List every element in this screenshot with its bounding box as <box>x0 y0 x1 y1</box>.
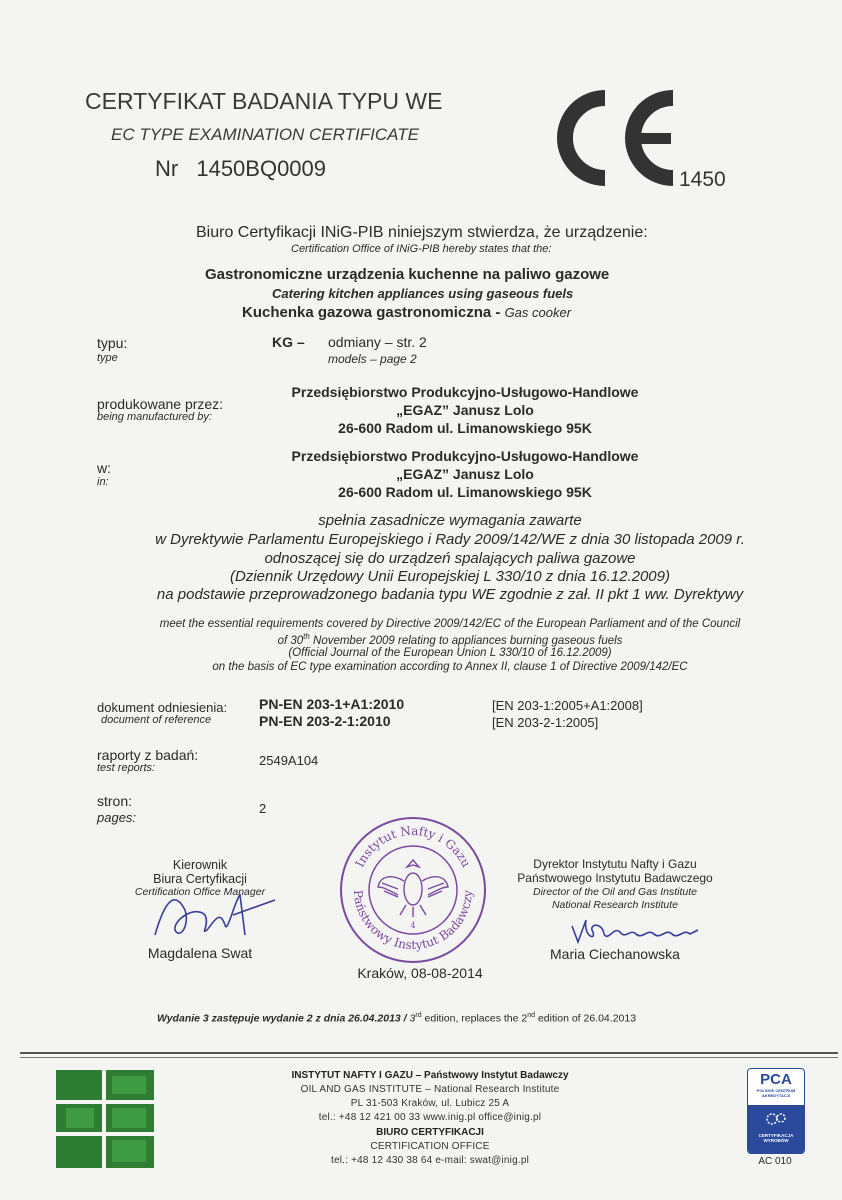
reports-label-en: test reports: <box>97 762 156 774</box>
nr-value: 1450BQ0009 <box>196 156 327 181</box>
reference-doc2: PN-EN 203-2-1:2010 <box>259 713 391 729</box>
institute-seal-icon <box>338 815 488 965</box>
seal-text-top: Instytut Nafty i Gazu <box>352 823 474 870</box>
directive-en-2-sup: th <box>303 632 310 641</box>
edition-en-mid: edition, replaces the 2 <box>421 1012 528 1025</box>
directive-en-1: meet the essential requirements covered by Directive 2009/142/EC of the European Parliament and of the Council <box>159 618 741 630</box>
reference-en1: [EN 203-1:2005+A1:2008] <box>492 698 643 713</box>
manufacturer-line3: 26-600 Radom ul. Limanowskiego 95K <box>338 420 592 436</box>
directive-en-2-post: November 2009 relating to appliances burning gaseous fuels <box>309 634 623 647</box>
reports-label: raporty z badań: <box>97 747 199 763</box>
reference-doc1: PN-EN 203-1+A1:2010 <box>259 696 405 712</box>
right-signatory-title2: Państwowego Instytutu Badawczego <box>517 871 713 885</box>
manufacturer-line2: „EGAZ” Janusz Lolo <box>396 402 534 418</box>
pca-cert2: WYROBÓW <box>763 1138 789 1143</box>
manufacturer-label-en: being manufactured by: <box>97 411 212 423</box>
left-signatory-name: Magdalena Swat <box>147 945 253 961</box>
manufacturer-label: produkowane przez: <box>97 396 224 412</box>
directive-pl-4: (Dziennik Urzędowy Unii Europejskiej L 330/10 z dnia 16.12.2009) <box>230 568 670 585</box>
footer-line2: OIL AND GAS INSTITUTE – National Research Institute <box>300 1084 560 1095</box>
location-line1: Przedsiębiorstwo Produkcyjno-Usługowo-Handlowe <box>291 448 639 464</box>
title-pl: CERTYFIKAT BADANIA TYPU WE <box>85 88 443 114</box>
intro-pl: Biuro Certyfikacji INiG-PIB niniejszym stwierdza, że urządzenie: <box>196 224 648 241</box>
footer-divider-thin <box>20 1057 838 1058</box>
reference-label: dokument odniesienia: <box>97 700 228 715</box>
left-signatory-title2: Biura Certyfikacji <box>153 872 247 886</box>
left-signature-icon <box>145 880 285 950</box>
reference-en2: [EN 203-2-1:2005] <box>492 715 599 730</box>
footer-line7: tel.: +48 12 430 38 64 e-mail: swat@inig.pl <box>330 1155 530 1166</box>
footer-line5: BIURO CERTYFIKACJI <box>376 1127 484 1138</box>
footer-line1: INSTYTUT NAFTY I GAZU – Państwowy Instytut Badawczy <box>291 1070 569 1081</box>
directive-pl-5: na podstawie przeprowadzonego badania typu WE zgodnie z zał. II pkt 1 ww. Dyrektywy <box>156 586 744 603</box>
pca-gears-icon <box>763 1109 789 1129</box>
type-models-en: models – page 2 <box>328 352 417 366</box>
seal-text-bottom: Państwowy Instytut Badawczy <box>350 889 476 953</box>
pages-value: 2 <box>259 801 267 816</box>
pca-sub1: POLSKIE CENTRUM <box>756 1088 796 1093</box>
directive-pl-2: w Dyrektywie Parlamentu Europejskiego i Rady 2009/142/WE z dnia 30 listopada 2009 r. <box>155 531 745 548</box>
directive-en-2 <box>40 632 842 647</box>
edition-en-pre: 3 <box>406 1012 416 1025</box>
pca-cert1: CERTYFIKACJA <box>758 1133 794 1138</box>
pages-label: stron: <box>97 793 133 809</box>
right-signatory-title1: Dyrektor Instytutu Nafty i Gazu <box>533 857 697 871</box>
product-line2-pl: Kuchenka gazowa gastronomiczna - <box>242 304 505 321</box>
title-en: EC TYPE EXAMINATION CERTIFICATE <box>111 125 419 144</box>
location-label-en: in: <box>97 476 109 488</box>
type-label-en: type <box>97 352 118 364</box>
reference-label-en: document of reference <box>101 714 212 726</box>
pca-sub2: AKREDYTACJI <box>761 1093 791 1098</box>
footer-line4: tel.: +48 12 421 00 33 www.inig.pl office@inig.pl <box>318 1112 542 1123</box>
product-pl: Gastronomiczne urządzenia kuchenne na paliwo gazowe <box>205 266 610 283</box>
location-line3: 26-600 Radom ul. Limanowskiego 95K <box>338 484 592 500</box>
certificate-number <box>155 156 326 182</box>
left-signatory-title1: Kierownik <box>172 858 228 872</box>
reports-value: 2549A104 <box>259 753 319 768</box>
location-line2: „EGAZ” Janusz Lolo <box>396 466 534 482</box>
intro-en: Certification Office of INiG-PIB hereby states that the: <box>291 243 552 255</box>
directive-en-3: (Official Journal of the European Union L 330/10 of 16.12.2009) <box>288 647 612 659</box>
directive-en-2-pre: of 30 <box>277 634 304 647</box>
ce-mark-icon <box>555 88 695 188</box>
pca-badge <box>747 1068 805 1154</box>
pca-logo: PCA <box>760 1071 792 1088</box>
footer-divider <box>20 1052 838 1054</box>
directive-en-4: on the basis of EC type examination according to Annex II, clause 1 of Directive 2009/142/EC <box>212 661 688 673</box>
type-value: KG – <box>272 334 305 350</box>
location-label: w: <box>97 460 111 476</box>
product-en: Catering kitchen appliances using gaseous fuels <box>272 286 574 301</box>
ce-number: 1450 <box>679 168 726 191</box>
directive-pl-1: spełnia zasadnicze wymagania zawarte <box>318 512 582 529</box>
right-signatory-title-en1: Director of the Oil and Gas Institute <box>533 886 697 898</box>
type-models: odmiany – str. 2 <box>328 334 427 350</box>
edition-note <box>157 1012 636 1025</box>
type-label: typu: <box>97 335 128 351</box>
edition-sup1: rd <box>415 1012 422 1019</box>
directive-pl-3: odnoszącej się do urządzeń spalających paliwa gazowe <box>264 550 636 567</box>
right-signatory-title-en2: National Research Institute <box>551 899 679 911</box>
pca-code: AC 010 <box>758 1156 792 1167</box>
inig-logo-icon <box>56 1070 154 1168</box>
edition-sup2: nd <box>527 1012 536 1019</box>
place-date: Kraków, 08-08-2014 <box>357 965 483 981</box>
manufacturer-line1: Przedsiębiorstwo Produkcyjno-Usługowo-Handlowe <box>291 384 639 400</box>
product-line2-en: Gas cooker <box>504 305 572 320</box>
left-signatory-title-en: Certification Office Manager <box>134 886 266 898</box>
edition-en-post: edition of 26.04.2013 <box>535 1012 637 1025</box>
footer-line6: CERTIFICATION OFFICE <box>370 1141 490 1152</box>
edition-pl: Wydanie 3 zastępuje wydanie 2 z dnia 26.04.2013 / <box>157 1012 407 1025</box>
pages-label-en: pages: <box>97 810 137 825</box>
seal-number: 4 <box>410 921 416 930</box>
nr-label: Nr <box>155 156 179 181</box>
footer-line3: PL 31-503 Kraków, ul. Lubicz 25 A <box>350 1098 510 1109</box>
right-signatory-name: Maria Ciechanowska <box>550 946 680 962</box>
product-line2 <box>242 304 571 321</box>
pca-lower <box>748 1105 804 1153</box>
